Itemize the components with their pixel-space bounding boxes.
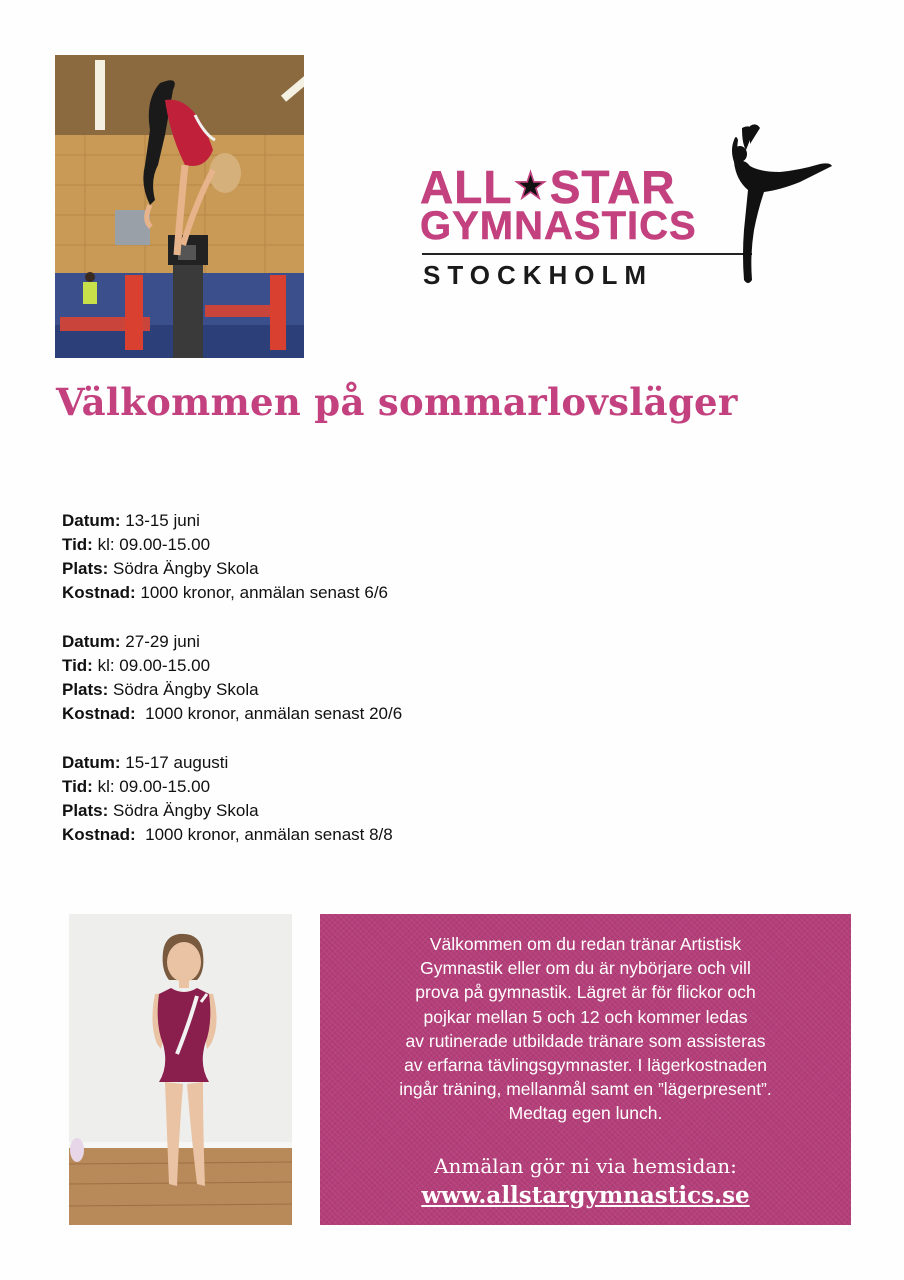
plats-row <box>62 799 393 823</box>
datum-row <box>62 630 402 654</box>
info-text <box>340 932 831 1126</box>
tid-row <box>62 654 402 678</box>
plats-value: Södra Ängby Skola <box>108 559 259 578</box>
website-link[interactable]: www.allstargymnastics.se <box>421 1182 750 1209</box>
logo-line-stockholm: STOCKHOLM <box>423 260 654 290</box>
plats-value: Södra Ängby Skola <box>108 680 259 699</box>
plats-label: Plats: <box>62 559 109 578</box>
signup-text: Anmälan gör ni via hemsidan: <box>434 1154 737 1178</box>
kostnad-row <box>62 581 388 605</box>
kostnad-value: 1000 kronor, anmälan senast 8/8 <box>135 825 393 844</box>
info-box <box>320 914 851 1225</box>
tid-value: kl: 09.00-15.00 <box>92 535 211 554</box>
page-headline: Välkommen på sommarlovsläger <box>56 380 738 424</box>
gymnast-beam-photo <box>55 55 304 358</box>
info-line: ingår träning, mellanmål samt en ”lägerpresent”. <box>399 1079 772 1100</box>
kostnad-row <box>62 702 402 726</box>
plats-row <box>62 557 388 581</box>
datum-row <box>62 751 393 775</box>
plats-value: Södra Ängby Skola <box>108 801 259 820</box>
logo-line-gymnastics: GYMNASTICS <box>420 204 697 248</box>
info-line: Gymnastik eller om du är nybörjare och vill <box>420 958 751 979</box>
plats-label: Plats: <box>62 680 109 699</box>
allstar-gymnastics-logo <box>420 120 840 295</box>
info-line: prova på gymnastik. Lägret är för flickor och <box>415 982 756 1003</box>
tid-label: Tid: <box>62 535 93 554</box>
tid-label: Tid: <box>62 777 93 796</box>
kostnad-label: Kostnad: <box>62 825 136 844</box>
info-line: pojkar mellan 5 och 12 och kommer ledas <box>423 1006 748 1027</box>
datum-label: Datum: <box>62 753 121 772</box>
datum-value: 27-29 juni <box>120 632 200 651</box>
camp-schedule-2 <box>62 630 402 726</box>
star-icon: ★ <box>514 165 548 206</box>
info-line: Välkommen om du redan tränar Artistisk <box>429 934 742 954</box>
kostnad-value: 1000 kronor, anmälan senast 20/6 <box>135 704 403 723</box>
logo-line-allstar: ALL★STAR <box>420 161 676 213</box>
info-line: av erfarna tävlingsgymnaster. I lägerkostnaden <box>404 1055 767 1076</box>
kostnad-row <box>62 823 393 847</box>
plats-label: Plats: <box>62 801 109 820</box>
logo-divider <box>422 253 752 255</box>
kostnad-label: Kostnad: <box>62 704 136 723</box>
datum-label: Datum: <box>62 632 121 651</box>
datum-value: 13-15 juni <box>120 511 200 530</box>
info-line: Medtag egen lunch. <box>508 1103 663 1124</box>
tid-value: kl: 09.00-15.00 <box>92 777 211 796</box>
kostnad-value: 1000 kronor, anmälan senast 6/6 <box>135 583 389 602</box>
plats-row <box>62 678 402 702</box>
kostnad-label: Kostnad: <box>62 583 136 602</box>
camp-schedule-3 <box>62 751 393 847</box>
tid-value: kl: 09.00-15.00 <box>92 656 211 675</box>
datum-label: Datum: <box>62 511 121 530</box>
camp-schedule-1 <box>62 509 388 605</box>
gymnast-silhouette-icon <box>720 120 840 290</box>
child-leotard-photo <box>69 914 292 1225</box>
tid-row <box>62 533 388 557</box>
datum-value: 15-17 augusti <box>120 753 229 772</box>
tid-label: Tid: <box>62 656 93 675</box>
datum-row <box>62 509 388 533</box>
info-line: av rutinerade utbildade tränare som assisteras <box>405 1030 766 1051</box>
tid-row <box>62 775 393 799</box>
